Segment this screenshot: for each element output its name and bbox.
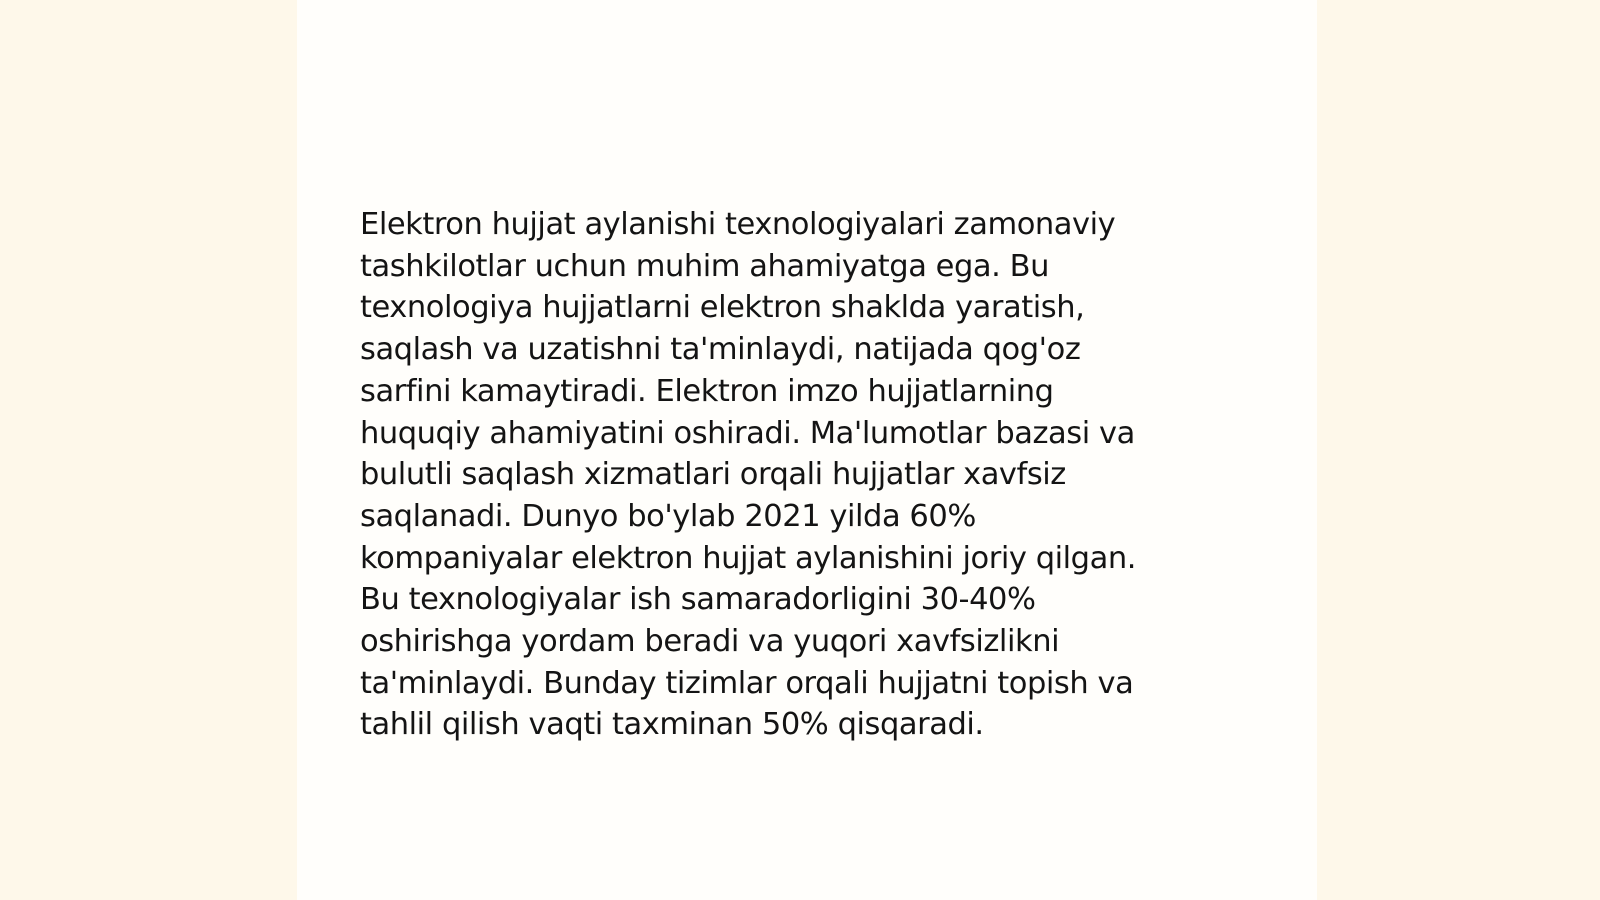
paragraph-line-7: bulutli saqlash xizmatlari orqali hujjatlar xavfsiz xyxy=(360,457,1066,493)
paragraph-line-6: huquqiy ahamiyatini oshiradi. Ma'lumotlar bazasi va xyxy=(360,415,1135,451)
body-paragraph xyxy=(360,204,1240,746)
paragraph-line-11: oshirishga yordam beradi va yuqori xavfsizlikni xyxy=(360,624,1060,660)
paragraph-line-9: kompaniyalar elektron hujjat aylanishini joriy qilgan. xyxy=(360,540,1136,576)
paragraph-line-5: sarfini kamaytiradi. Elektron imzo hujjatlarning xyxy=(360,373,1054,409)
document-page xyxy=(297,0,1317,900)
paragraph-line-10: Bu texnologiyalar ish samaradorligini 30-40% xyxy=(360,582,1036,618)
paragraph-line-4: saqlash va uzatishni ta'minlaydi, natijada qog'oz xyxy=(360,332,1081,368)
paragraph-line-3: texnologiya hujjatlarni elektron shaklda yaratish, xyxy=(360,290,1085,326)
paragraph-line-12: ta'minlaydi. Bunday tizimlar orqali hujjatni topish va xyxy=(360,665,1134,701)
paragraph-line-8: saqlanadi. Dunyo bo'ylab 2021 yilda 60% xyxy=(360,498,976,534)
paragraph-line-2: tashkilotlar uchun muhim ahamiyatga ega. Bu xyxy=(360,248,1049,284)
paragraph-line-13: tahlil qilish vaqti taxminan 50% qisqaradi. xyxy=(360,707,984,743)
paragraph-line-1: Elektron hujjat aylanishi texnologiyalari zamonaviy xyxy=(360,207,1116,242)
